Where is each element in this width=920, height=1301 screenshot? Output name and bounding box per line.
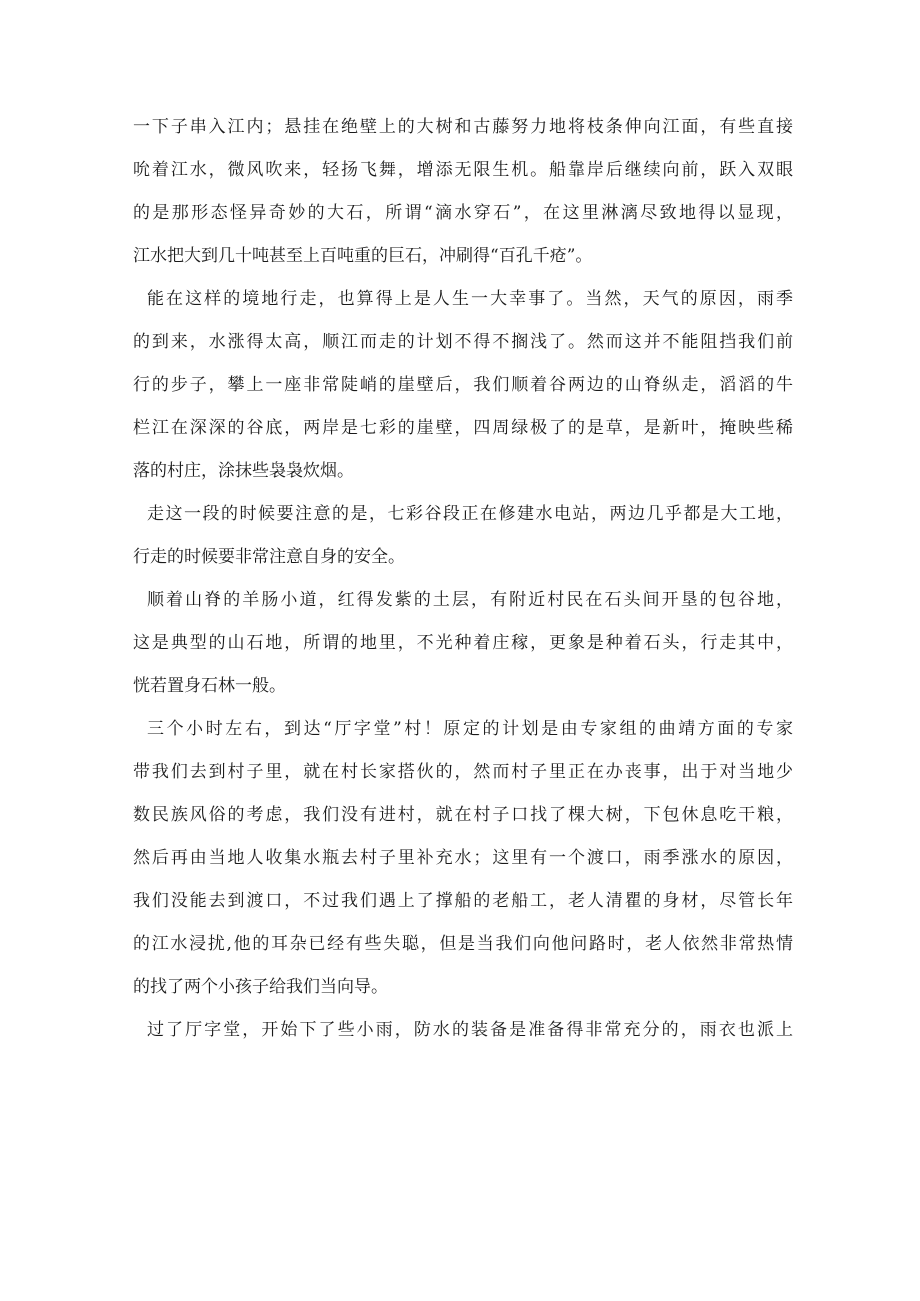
document-body: [133, 115, 793, 1061]
text-line: 行走的时候要非常注意自身的安全。: [133, 547, 405, 567]
text-line: 的找了两个小孩子给我们当向导。: [133, 977, 388, 997]
text-line: 带我们去到村子里，就在村长家搭伙的，然而村子里正在办丧事，出于对当地少: [133, 762, 793, 782]
text-line: 这是典型的山石地，所谓的地里，不光种着庄稼，更象是种着石头，行走其中，: [133, 633, 793, 653]
text-line: 行的步子，攀上一座非常陡峭的崖壁后，我们顺着谷两边的山脊纵走，滔滔的牛: [133, 375, 793, 395]
text-line: 数民族风俗的考虑，我们没有进村，就在村子口找了棵大树，下包休息吃干粮，: [133, 805, 793, 825]
text-line: 的到来，水涨得太高，顺江而走的计划不得不搁浅了。然而这并不能阻挡我们前: [133, 332, 793, 352]
text-line: 吮着江水，微风吹来，轻扬飞舞，增添无限生机。船靠岸后继续向前，跃入双眼: [133, 160, 793, 180]
text-line: 栏江在深深的谷底，两岸是七彩的崖壁，四周绿极了的是草，是新叶，掩映些稀: [133, 418, 793, 438]
text-line: 走这一段的时候要注意的是，七彩谷段正在修建水电站，两边几乎都是大工地，: [147, 504, 793, 524]
text-line: 落的村庄，涂抹些袅袅炊烟。: [133, 461, 354, 481]
text-line: 恍若置身石林一般。: [133, 676, 286, 696]
text-line: 能在这样的境地行走，也算得上是人生一大幸事了。当然，天气的原因，雨季: [147, 289, 793, 309]
text-line: 过了厅字堂，开始下了些小雨，防水的装备是准备得非常充分的，雨衣也派上: [147, 1020, 793, 1040]
text-line: 我们没能去到渡口，不过我们遇上了撑船的老船工，老人清瞿的身材，尽管长年: [133, 891, 793, 911]
text-line: 三个小时左右，到达“厅字堂”村！原定的计划是由专家组的曲靖方面的专家: [147, 719, 793, 739]
text-line: 然后再由当地人收集水瓶去村子里补充水；这里有一个渡口，雨季涨水的原因，: [133, 848, 793, 868]
text-line: 一下子串入江内；悬挂在绝壁上的大树和古藤努力地将枝条伸向江面，有些直接: [133, 117, 793, 137]
text-line: 江水把大到几十吨甚至上百吨重的巨石，冲刷得“百孔千疮”。: [133, 246, 593, 266]
text-line: 顺着山脊的羊肠小道，红得发紫的土层，有附近村民在石头间开垦的包谷地，: [147, 590, 793, 610]
text-line: 的是那形态怪异奇妙的大石，所谓“滴水穿石”，在这里淋漓尽致地得以显现，: [133, 203, 793, 223]
text-line: 的江水浸扰,他的耳杂已经有些失聪，但是当我们向他问路时，老人依然非常热情: [133, 934, 793, 954]
